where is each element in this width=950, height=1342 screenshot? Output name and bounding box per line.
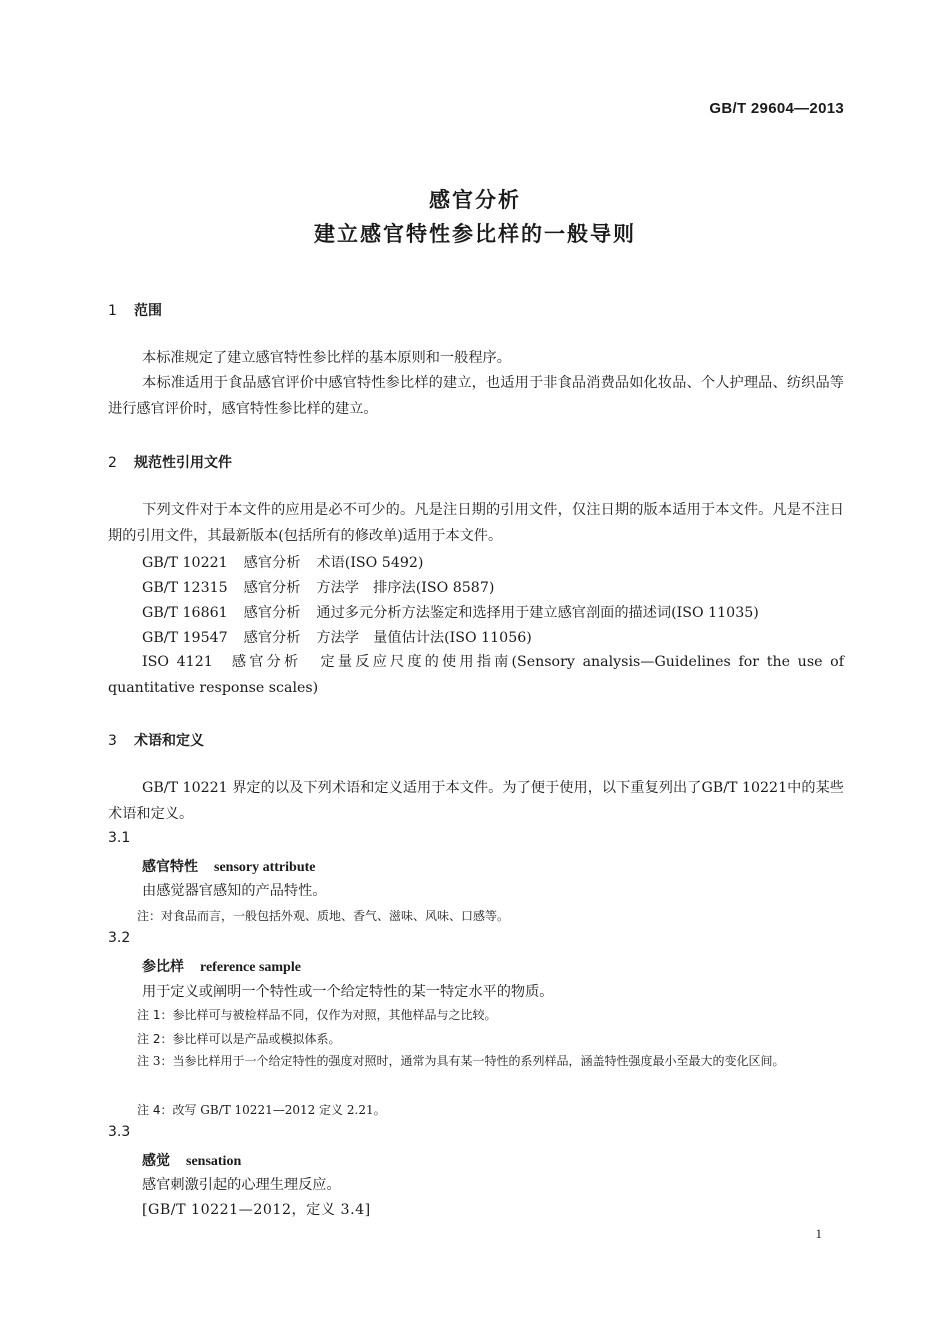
- term-source: [GB/T 10221—2012，定义 3.4]: [142, 1202, 371, 1218]
- term-note-2: 注 2：参比样可以是产品或模拟体系。: [137, 1032, 341, 1046]
- standard-code: GB/T 29604—2013: [709, 100, 844, 117]
- ref-code: ISO 4121: [142, 654, 213, 670]
- term-heading: [142, 1150, 241, 1170]
- normative-ref-3: [142, 602, 759, 622]
- section-number: 1: [108, 303, 117, 319]
- term-en: sensory attribute: [214, 860, 316, 875]
- section-number: 3: [108, 733, 117, 749]
- ref-name: 感官分析: [243, 580, 301, 596]
- term-note-1: 注 1：参比样可与被检样品不同，仅作为对照，其他样品与之比较。: [137, 1008, 497, 1022]
- section-title: 规范性引用文件: [134, 455, 232, 471]
- normative-ref-4: [142, 627, 532, 647]
- normative-ref-5: [108, 650, 844, 701]
- page-number: 1: [815, 1226, 822, 1241]
- term-note-3: 注 3：当参比样用于一个给定特性的强度对照时，通常为具有某一特性的系列样品，涵盖特性强度最小至最大的变化区间。: [137, 1054, 785, 1068]
- term-cn: 感官特性: [142, 859, 198, 875]
- ref-name: 感官分析: [243, 605, 301, 621]
- normative-ref-2: [142, 577, 494, 597]
- section-3-intro: GB/T 10221 界定的以及下列术语和定义适用于本文件。为了便于使用，以下重复列出了GB/T 10221中的某些术语和定义。: [108, 780, 844, 822]
- term-number: 3.2: [108, 930, 131, 946]
- term-note: 注：对食品而言，一般包括外观、质地、香气、滋味、风味、口感等。: [137, 909, 510, 923]
- ref-detail: 方法学 排序法(ISO 8587): [316, 580, 495, 596]
- term-heading: [142, 956, 301, 976]
- section-number: 2: [108, 455, 117, 471]
- section-1-heading: [108, 300, 162, 320]
- ref-detail: 方法学 量值估计法(ISO 11056): [316, 630, 532, 646]
- term-cn: 参比样: [142, 959, 184, 975]
- ref-name: 感官分析: [243, 630, 301, 646]
- term-note-4: 注 4：改写 GB/T 10221—2012 定义 2.21。: [137, 1103, 386, 1117]
- ref-detail: 通过多元分析方法鉴定和选择用于建立感官剖面的描述词(ISO 11035): [316, 605, 759, 621]
- ref-detail: 术语(ISO 5492): [316, 555, 424, 571]
- section-title: 术语和定义: [134, 733, 204, 749]
- term-number: 3.1: [108, 830, 131, 846]
- normative-ref-1: [142, 552, 423, 572]
- ref-code: GB/T 12315: [142, 580, 228, 596]
- term-definition: 由感觉器官感知的产品特性。: [142, 883, 327, 899]
- ref-code: GB/T 10221: [142, 555, 228, 571]
- term-cn: 感觉: [142, 1153, 170, 1169]
- section-2-heading: [108, 452, 232, 472]
- term-definition: 感官刺激引起的心理生理反应。: [142, 1177, 341, 1193]
- document-title-line2: 建立感官特性参比样的一般导则: [314, 222, 636, 246]
- section-1-paragraph-1: 本标准规定了建立感官特性参比样的基本原则和一般程序。: [142, 350, 511, 366]
- term-heading: [142, 856, 316, 876]
- section-1-paragraph-2: 本标准适用于食品感官评价中感官特性参比样的建立，也适用于非食品消费品如化妆品、个人护理品、纺织品等进行感官评价时，感官特性参比样的建立。: [108, 375, 844, 417]
- term-en: sensation: [186, 1154, 242, 1169]
- document-title-line1: 感官分析: [429, 188, 521, 212]
- ref-code: GB/T 19547: [142, 630, 228, 646]
- term-number: 3.3: [108, 1124, 131, 1140]
- section-3-heading: [108, 730, 204, 750]
- ref-detail: 定量反应尺度的使用指南(Sensory analysis—Guidelines for the use of quantitative response scales): [108, 654, 844, 696]
- ref-name: 感官分析: [228, 654, 302, 670]
- section-2-intro: 下列文件对于本文件的应用是必不可少的。凡是注日期的引用文件，仅注日期的版本适用于本文件。凡是不注日期的引用文件，其最新版本(包括所有的修改单)适用于本文件。: [108, 502, 844, 544]
- ref-name: 感官分析: [243, 555, 301, 571]
- ref-code: GB/T 16861: [142, 605, 228, 621]
- section-title: 范围: [134, 303, 162, 319]
- term-en: reference sample: [200, 960, 301, 975]
- term-definition: 用于定义或阐明一个特性或一个给定特性的某一特定水平的物质。: [142, 984, 554, 1000]
